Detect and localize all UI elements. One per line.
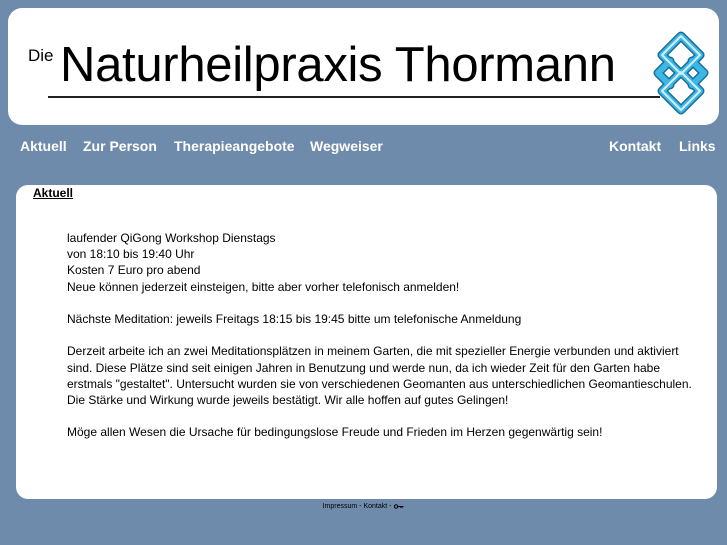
endless-knot-logo-icon (648, 28, 714, 118)
nav-link-kontakt[interactable]: Kontakt (609, 138, 662, 154)
footer-separator: - (357, 503, 364, 510)
site-title: Naturheilpraxis Thormann (60, 38, 616, 92)
footer-separator: - (387, 503, 394, 510)
section-title-link[interactable]: Aktuell (33, 186, 74, 200)
text-line: erstmals "gestaltet". Untersucht wurden sie von verschiedenen Geomanten aus unterschiedlichen Geomantieschulen. (67, 376, 692, 391)
text-line: Nächste Meditation: jeweils Freitags 18:15 bis 19:45 bitte um telefonische Anmeldung (67, 312, 522, 326)
footer-link-impressum[interactable]: Impressum (322, 503, 358, 510)
footer (0, 503, 727, 510)
nav-link-links[interactable]: Links (679, 138, 716, 154)
paragraph-blessing (67, 424, 707, 440)
nav-link-zur-person[interactable]: Zur Person (83, 138, 157, 154)
nav-link-aktuell[interactable]: Aktuell (20, 138, 67, 154)
title-underline (48, 96, 660, 98)
logo-prefix: Die (28, 46, 54, 65)
text-line: Die Stärke und Wirkung wurde jeweils bestätigt. Wir alle hoffen auf gutes Gelingen! (67, 393, 509, 407)
paragraph-qigong (67, 230, 707, 295)
key-icon[interactable] (394, 504, 404, 509)
text-line: laufender QiGong Workshop Dienstags (67, 231, 276, 245)
text-line: Möge allen Wesen die Ursache für bedingungslose Freude und Frieden im Herzen gegenwärtig sein! (67, 425, 603, 440)
header-banner (8, 8, 719, 125)
main-navigation (0, 138, 727, 158)
nav-link-wegweiser[interactable]: Wegweiser (310, 138, 383, 154)
paragraph-meditation (67, 311, 707, 327)
text-line: Kosten 7 Euro pro abend (67, 263, 201, 278)
content-panel (16, 185, 717, 499)
text-line: Neue können jederzeit einsteigen, bitte aber vorher telefonisch anmelden! (67, 279, 460, 294)
text-line: sind. Diese Plätze sind seit einigen Jahren in Benutzung und werde nun, da ich wieder Zeit für den Garten habe (67, 360, 661, 375)
text-line: von 18:10 bis 19:40 Uhr (67, 247, 195, 262)
footer-link-kontakt[interactable]: Kontakt (363, 503, 388, 510)
nav-link-therapieangebote[interactable]: Therapieangebote (174, 138, 295, 154)
text-line: Derzeit arbeite ich an zwei Meditationsplätzen in meinem Garten, die mit spezieller Energie verbunden und aktiviert (67, 344, 679, 359)
content-body (67, 230, 707, 457)
paragraph-garden (67, 343, 707, 408)
